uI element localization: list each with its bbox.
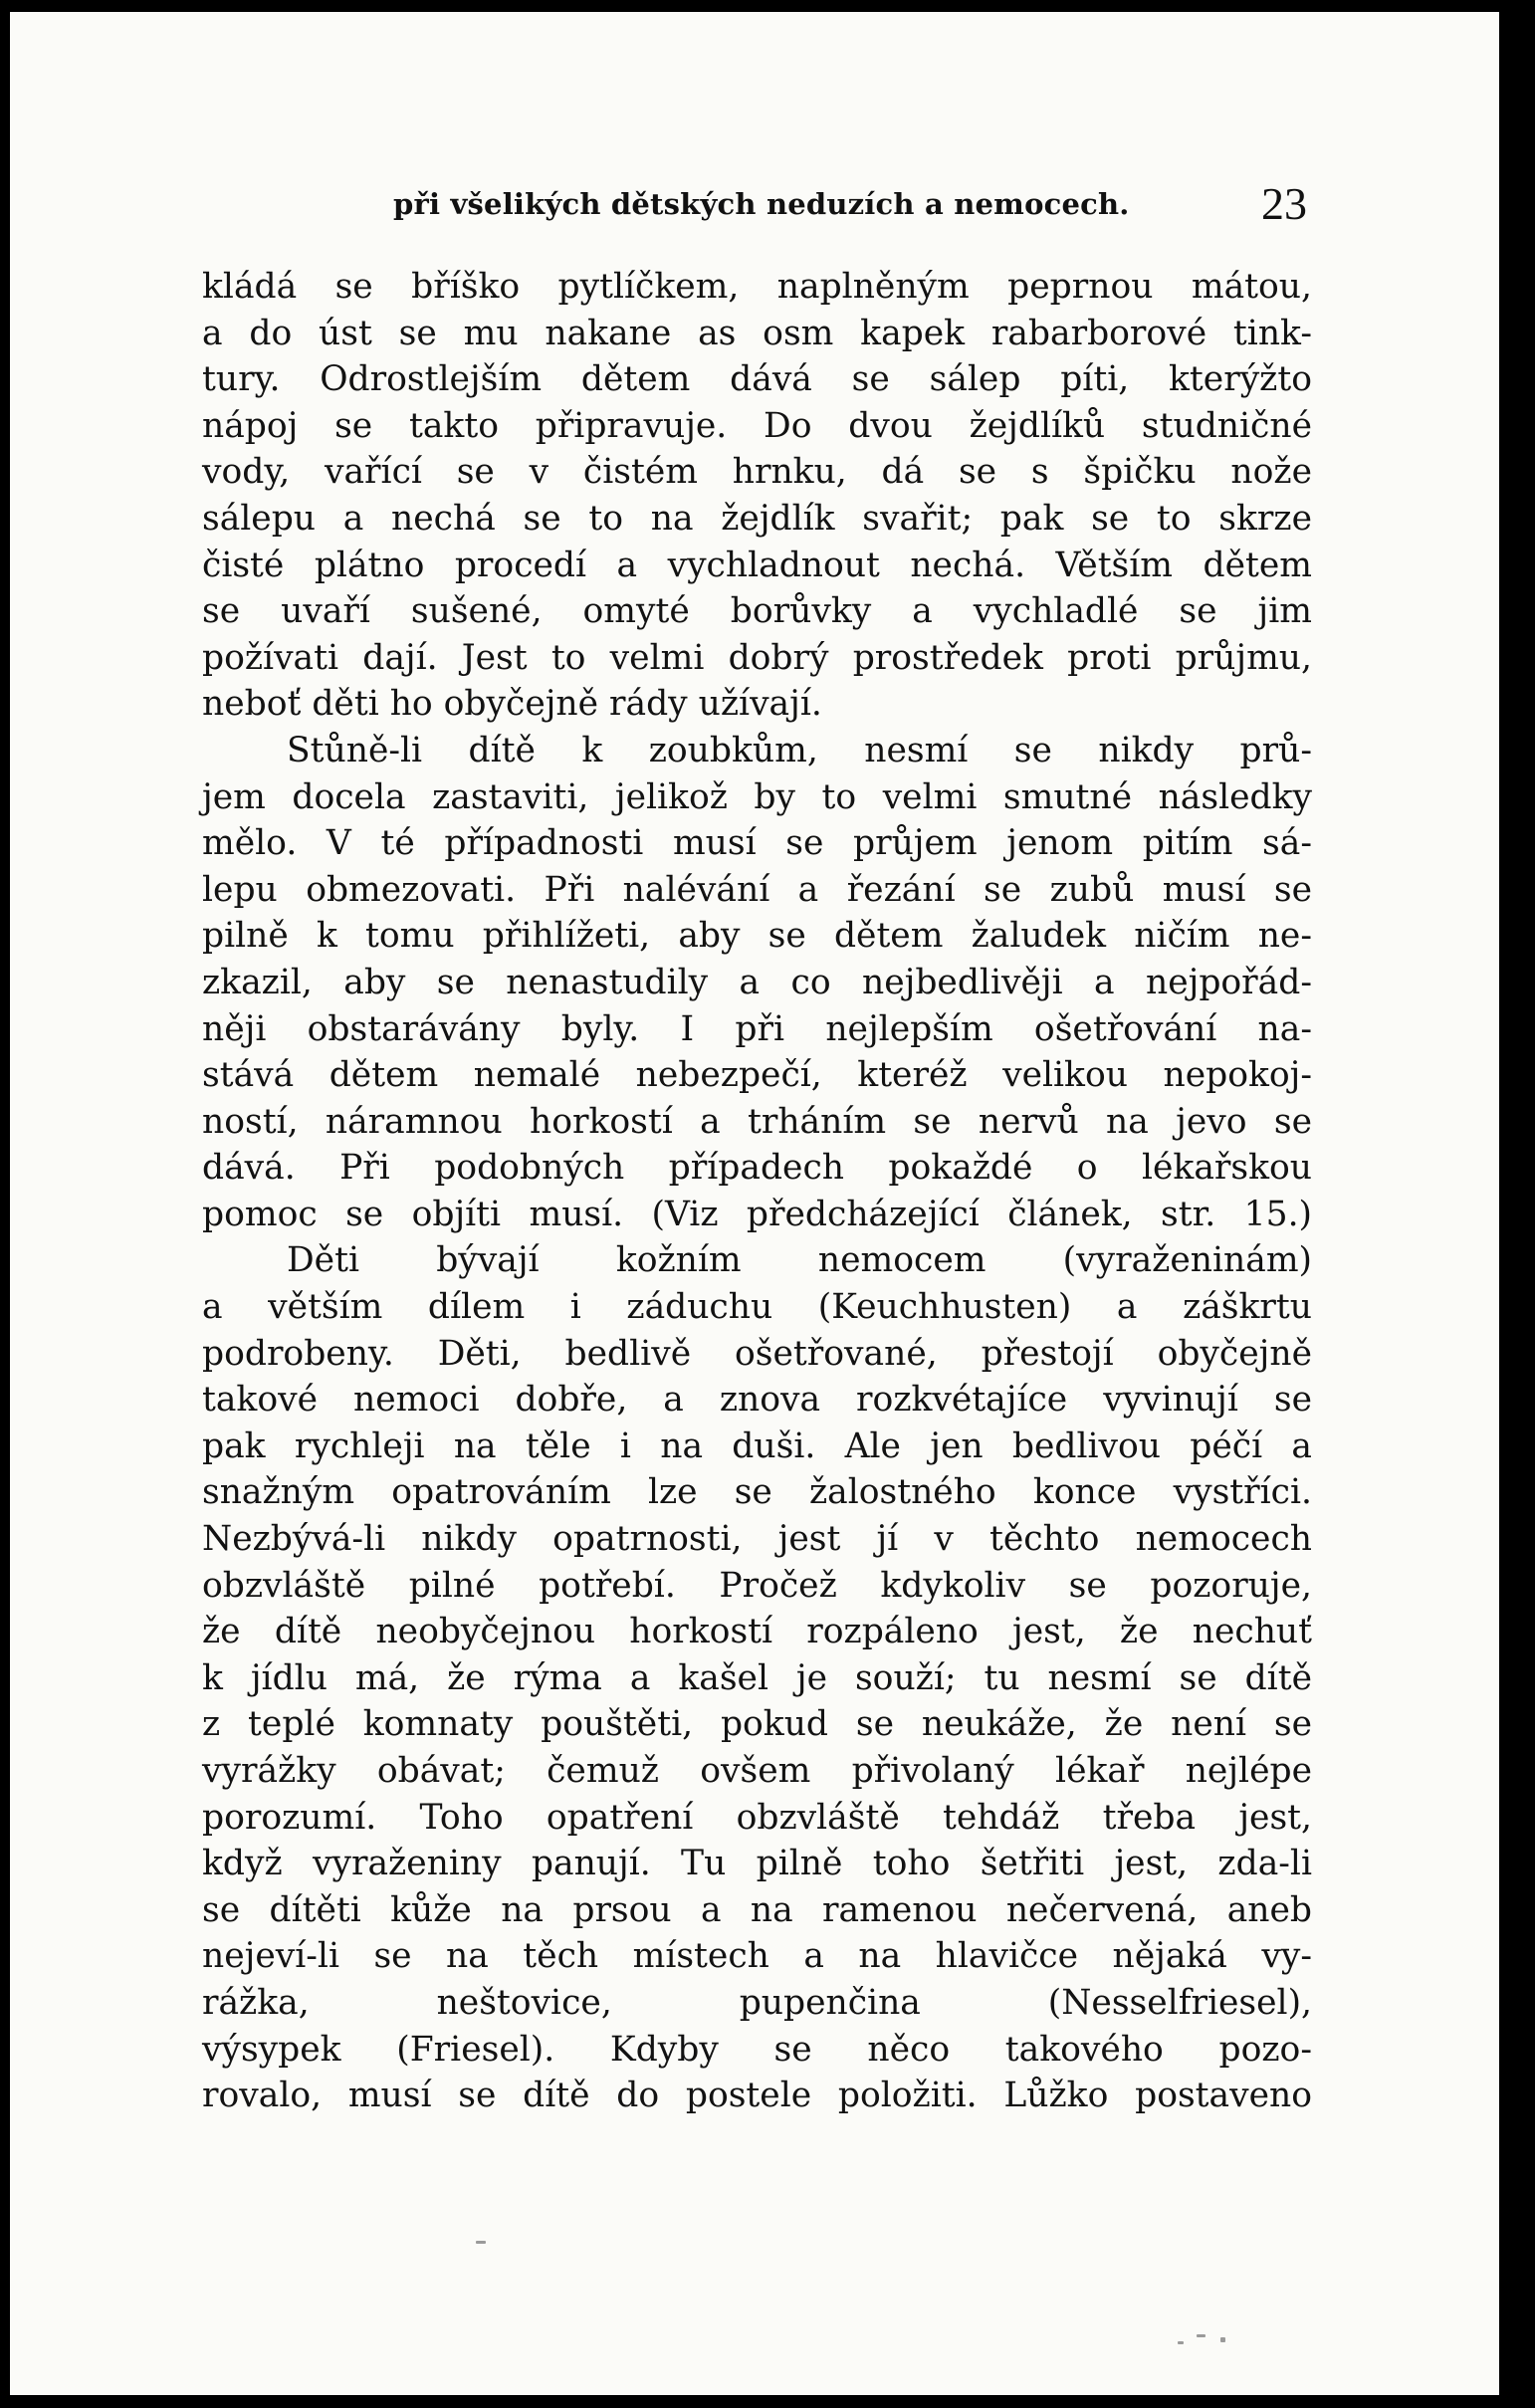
text-line: nápoj se takto připravuje. Do dvou žejdlíků studničné [202, 405, 1312, 446]
text-line: tury. Odrostlejším dětem dává se sálep píti, kterýžto [202, 359, 1312, 400]
print-speck [1197, 2334, 1206, 2337]
text-line: pak rychleji na těle i na duši. Ale jen bedlivou péčí a [202, 1425, 1312, 1466]
text-line: snažným opatrováním lze se žalostného konce vystříci. [202, 1472, 1312, 1513]
text-line: vyrážky obávat; čemuž ovšem přivolaný lékař nejlépe [202, 1751, 1312, 1791]
text-line: se uvaří sušené, omyté borůvky a vychladlé se jim [202, 591, 1312, 632]
text-line: něji obstarávány byly. I při nejlepším ošetřování na- [202, 1008, 1312, 1049]
text-line: ností, náramnou horkostí a trháním se nervů na jevo se [202, 1101, 1312, 1142]
text-line: z teplé komnaty pouštěti, pokud se neukáže, že není se [202, 1704, 1312, 1745]
body-text [202, 264, 1312, 2119]
running-title: při všelikých dětských neduzích a nemocech. [393, 187, 1130, 221]
text-line: a do úst se mu nakane as osm kapek rabarborové tink- [202, 313, 1312, 353]
text-line: dává. Při podobných případech pokaždé o lékařskou [202, 1148, 1312, 1189]
text-line: k jídlu má, že rýma a kašel je souží; tu nesmí se dítě [202, 1657, 1312, 1698]
text-line: jem docela zastaviti, jelikož by to velmi smutné následky [202, 776, 1312, 817]
text-line: požívati dají. Jest to velmi dobrý prostředek proti průjmu, [202, 637, 1312, 678]
text-line: sálepu a nechá se to na žejdlík svařit; pak se to skrze [202, 498, 1312, 539]
text-line: zkazil, aby se nenastudily a co nejbedlivěji a nejpořád- [202, 962, 1312, 1002]
print-speck [1220, 2337, 1225, 2342]
text-line: čisté plátno procedí a vychladnout nechá. Větším dětem [202, 545, 1312, 585]
text-line: lepu obmezovati. Při nalévání a řezání se zubů musí se [202, 869, 1312, 910]
text-line: kládá se bříško pytlíčkem, naplněným peprnou mátou, [202, 267, 1312, 307]
text-line: vody, vařící se v čistém hrnku, dá se s špičku nože [202, 452, 1312, 493]
text-line: výsypek (Friesel). Kdyby se něco takového pozo- [202, 2029, 1312, 2070]
text-line: obzvláště pilné potřebí. Pročež kdykoliv se pozoruje, [202, 1565, 1312, 1606]
text-line: nejeví-li se na těch místech a na hlavičce nějaká vy- [202, 1936, 1312, 1977]
text-line: stává dětem nemalé nebezpečí, kteréž velikou nepokoj- [202, 1055, 1312, 1096]
text-line: se dítěti kůže na prsou a na ramenou nečervená, aneb [202, 1889, 1312, 1930]
text-line: takové nemoci dobře, a znova rozkvétajíce vyvinují se [202, 1380, 1312, 1421]
text-line: že dítě neobyčejnou horkostí rozpáleno jest, že nechuť [202, 1612, 1312, 1652]
text-line: podrobeny. Děti, bedlivě ošetřované, přestojí obyčejně [202, 1333, 1312, 1374]
text-line: porozumí. Toho opatření obzvláště tehdáž třeba jest, [202, 1797, 1312, 1838]
text-line: neboť děti ho obyčejně rády užívají. [202, 684, 822, 725]
running-head [383, 177, 1307, 233]
paragraph-start-line: Děti bývají kožním nemocem (vyraženinám) [287, 1240, 1312, 1281]
text-line: mělo. V té případnosti musí se průjem jenom pitím sá- [202, 823, 1312, 864]
paragraph-start-line: Stůně-li dítě k zoubkům, nesmí se nikdy prů- [287, 730, 1312, 770]
print-speck [476, 2241, 486, 2244]
text-line: Nezbývá-li nikdy opatrnosti, jest jí v těchto nemocech [202, 1519, 1312, 1560]
page-number: 23 [1261, 178, 1307, 229]
print-speck [1178, 2341, 1184, 2344]
text-line: a větším dílem i záduchu (Keuchhusten) a záškrtu [202, 1287, 1312, 1328]
text-line: pomoc se objíti musí. (Viz předcházející článek, str. 15.) [202, 1194, 1312, 1234]
text-line: když vyraženiny panují. Tu pilně toho šetřiti jest, zda-li [202, 1844, 1312, 1884]
text-line: rovalo, musí se dítě do postele položiti. Lůžko postaveno [202, 2076, 1312, 2116]
text-line: pilně k tomu přihlížeti, aby se dětem žaludek ničím ne- [202, 916, 1312, 957]
text-line: rážka, neštovice, pupenčina (Nesselfriesel), [202, 1982, 1312, 2023]
